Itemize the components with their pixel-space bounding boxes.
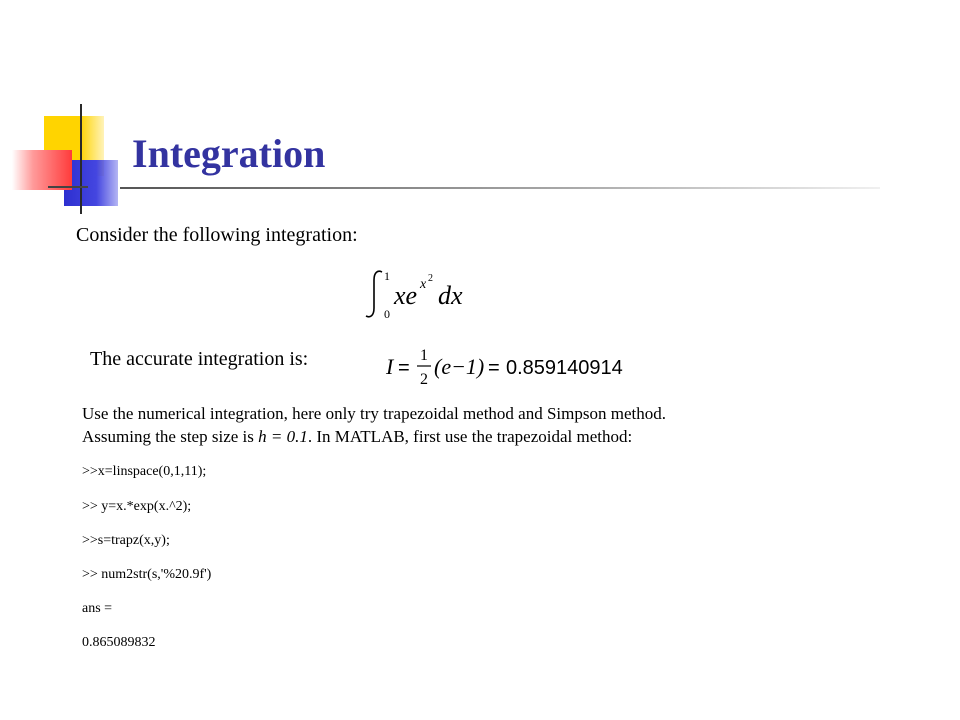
deco-horizontal-line xyxy=(48,186,88,188)
fraction-denominator: 2 xyxy=(420,371,428,388)
code-line-trapz: >>s=trapz(x,y); xyxy=(82,533,170,548)
integrand-base: xe xyxy=(394,281,418,310)
deco-blue-square xyxy=(64,160,118,206)
code-line-result: 0.865089832 xyxy=(82,635,156,650)
code-line-num2str: >> num2str(s,'%20.9f') xyxy=(82,567,212,582)
code-line-linspace: >>x=linspace(0,1,11); xyxy=(82,464,207,479)
paragraph-line-2 xyxy=(82,425,882,448)
code-line-exp: >> y=x.*exp(x.^2); xyxy=(82,499,192,514)
accurate-label: The accurate integration is: xyxy=(90,348,309,370)
integral-formula xyxy=(364,266,484,322)
paragraph-line-1: Use the numerical integration, here only try trapezoidal method and Simpson method. xyxy=(82,404,666,423)
result-expression: (e−1) xyxy=(434,354,485,379)
result-lhs: I xyxy=(386,354,394,379)
slide-title: Integration xyxy=(132,131,326,176)
intro-text: Consider the following integration: xyxy=(76,224,358,246)
title-underline xyxy=(120,187,880,189)
instruction-paragraph xyxy=(82,402,882,448)
differential: dx xyxy=(438,281,463,310)
exact-result-formula xyxy=(384,342,624,390)
deco-vertical-line xyxy=(80,104,82,214)
result-equals-2: = xyxy=(488,357,500,379)
integral-sign-icon xyxy=(366,271,382,316)
exponent-power: 2 xyxy=(428,273,433,284)
integral-lower-limit: 0 xyxy=(384,307,390,321)
exponent-base: x xyxy=(420,277,427,292)
step-size: h = 0.1 xyxy=(258,427,308,446)
integral-upper-limit: 1 xyxy=(384,269,390,283)
result-value: 0.859140914 xyxy=(506,357,623,379)
paragraph-line-2-end: . In MATLAB, first use the trapezoidal method: xyxy=(307,427,633,446)
paragraph-line-2-start: Assuming the step size is xyxy=(82,427,259,446)
result-equals: = xyxy=(398,357,410,379)
deco-red-bar xyxy=(12,150,72,190)
code-line-ans: ans = xyxy=(82,601,113,616)
fraction-numerator: 1 xyxy=(420,347,428,364)
